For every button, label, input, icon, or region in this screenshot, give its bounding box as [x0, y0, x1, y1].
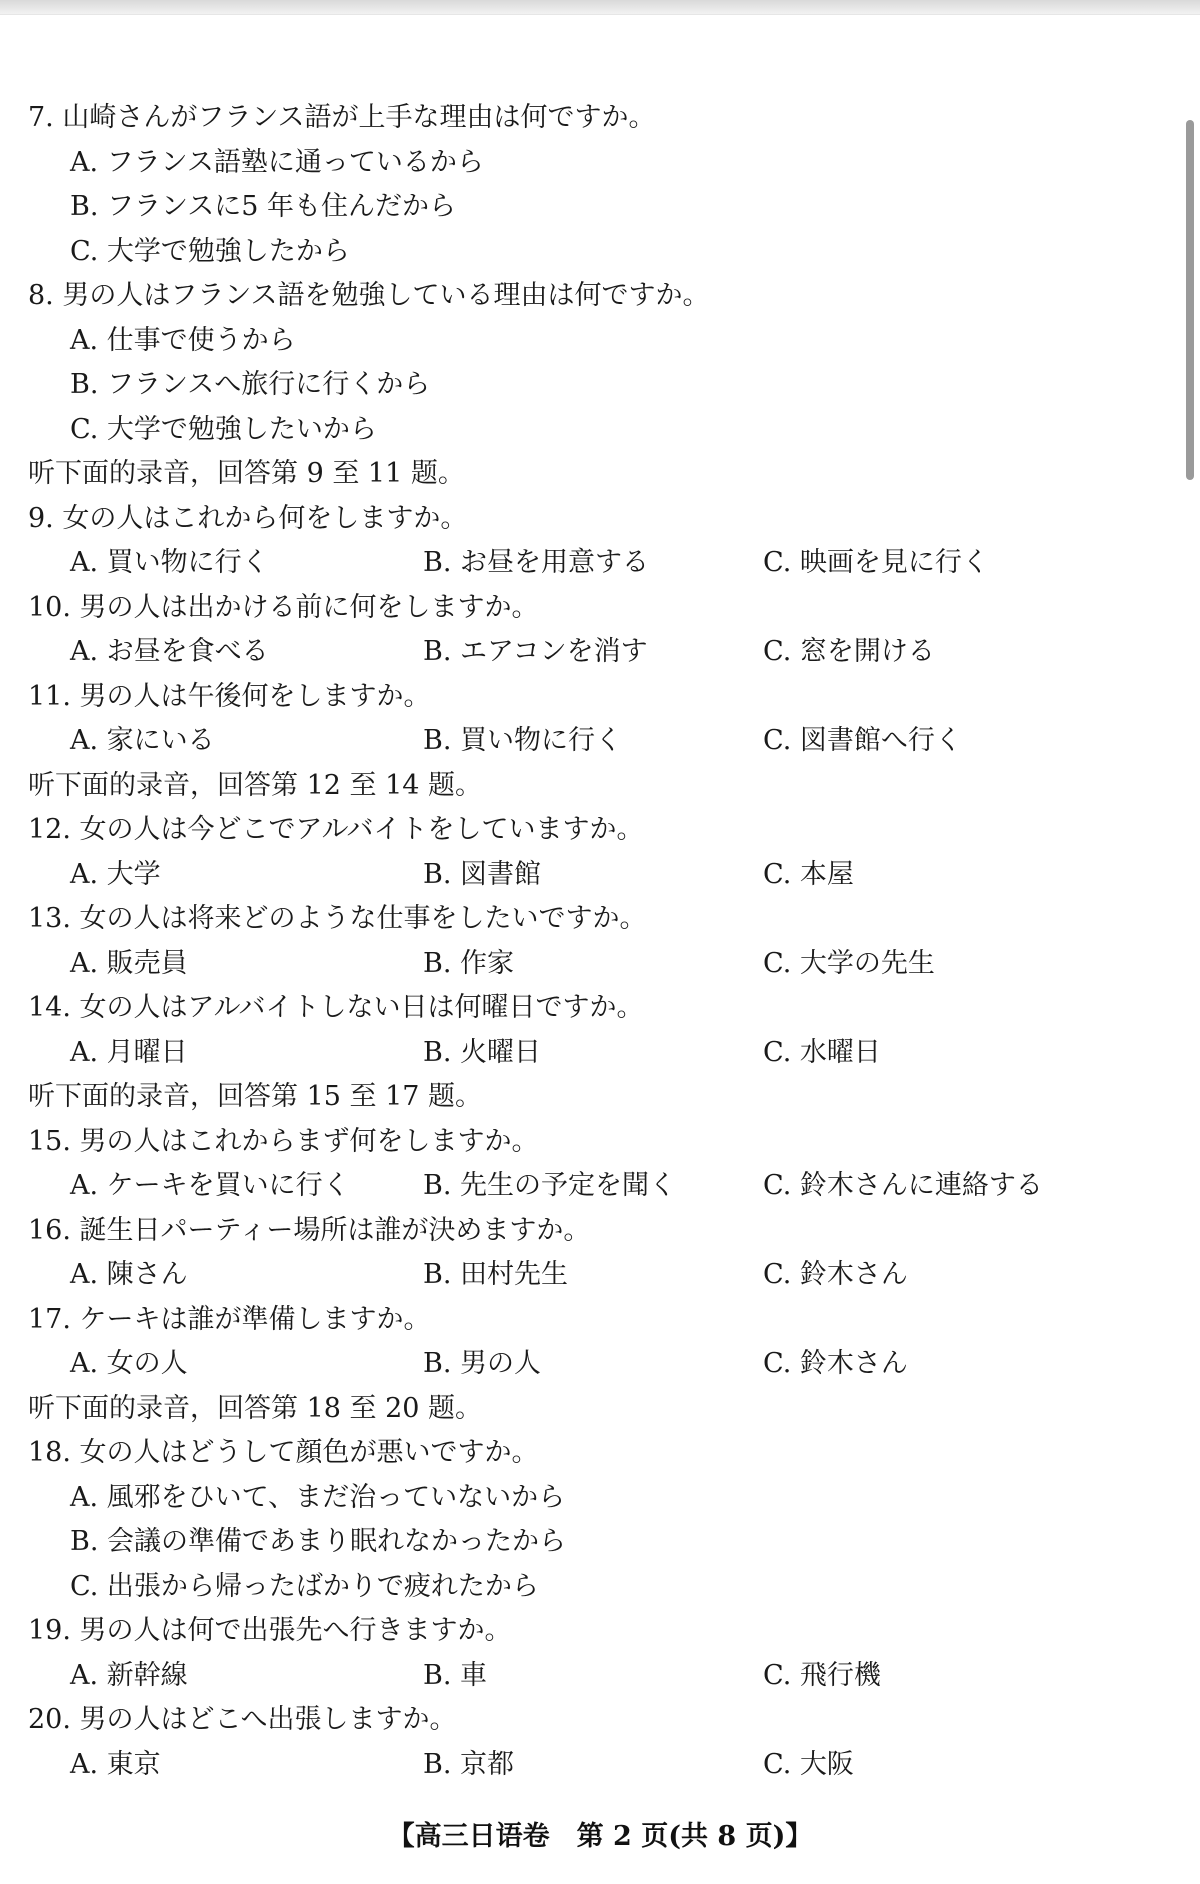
answer-option: C. 大学の先生 [763, 947, 935, 979]
answer-option: A. 仕事で使うから [70, 324, 296, 356]
answer-option: A. 風邪をひいて、まだ治っていないから [70, 1481, 566, 1513]
exam-page-content [28, 96, 1138, 1787]
answer-option: C. 水曜日 [763, 1036, 881, 1068]
question-text: 8. 男の人はフランス語を勉強している理由は何ですか。 [28, 280, 710, 311]
answer-option: B. エアコンを消す [423, 636, 648, 667]
page-footer: 【高三日语卷 第 2 页(共 8 页)】 [387, 1821, 813, 1852]
answer-option: C. 大学で勉強したから [70, 235, 350, 267]
answer-option: C. 出張から帰ったばかりで疲れたから [70, 1570, 539, 1602]
answer-option: C. 本屋 [763, 858, 854, 890]
answer-option: A. 新幹線 [70, 1659, 188, 1691]
answer-option: A. 陳さん [70, 1259, 188, 1290]
section-instruction: 听下面的录音，回答第 15 至 17 题。 [28, 1081, 483, 1112]
question-text: 14. 女の人はアルバイトしない日は何曜日ですか。 [28, 992, 644, 1023]
question-text: 13. 女の人は将来どのような仕事をしたいですか。 [28, 903, 647, 934]
answer-option: A. 月曜日 [70, 1036, 188, 1068]
answer-option: B. フランスへ旅行に行くから [70, 369, 431, 400]
question-text: 7. 山崎さんがフランス語が上手な理由は何ですか。 [28, 102, 656, 133]
answer-option: A. 買い物に行く [70, 547, 269, 578]
answer-option: A. 大学 [70, 858, 161, 890]
answer-option: A. 家にいる [70, 725, 215, 756]
answer-option: B. 買い物に行く [423, 725, 623, 756]
answer-option: B. 会議の準備であまり眠れなかったから [70, 1526, 567, 1557]
answer-option: B. 男の人 [423, 1348, 542, 1379]
answer-option: B. 火曜日 [423, 1036, 542, 1068]
answer-options-row [28, 719, 1138, 764]
answer-option: C. 窓を開ける [763, 636, 935, 667]
answer-option: A. 東京 [70, 1748, 161, 1780]
answer-option: C. 鈴木さん [763, 1259, 908, 1290]
answer-option: A. 販売員 [70, 947, 188, 979]
answer-options-row [28, 1743, 1138, 1788]
answer-options-row [28, 1164, 1138, 1209]
answer-option: B. 京都 [423, 1748, 515, 1780]
vertical-scrollbar[interactable] [1186, 120, 1194, 480]
answer-option: A. ケーキを買いに行く [70, 1170, 350, 1201]
answer-option: C. 鈴木さん [763, 1348, 908, 1379]
question-text: 15. 男の人はこれからまず何をしますか。 [28, 1125, 539, 1157]
answer-options-row [28, 1253, 1138, 1298]
answer-options-row [28, 942, 1138, 987]
question-text: 9. 女の人はこれから何をしますか。 [28, 502, 468, 534]
question-text: 16. 誕生日パーティー場所は誰が決めますか。 [28, 1214, 591, 1246]
answer-option: B. 車 [423, 1659, 488, 1691]
answer-option: C. 映画を見に行く [763, 547, 989, 578]
answer-option: A. お昼を食べる [70, 636, 269, 667]
answer-options-row [28, 1342, 1138, 1387]
answer-option: C. 大学で勉強したいから [70, 413, 377, 445]
question-text: 20. 男の人はどこへ出張しますか。 [28, 1704, 457, 1735]
answer-option: B. 先生の予定を聞く [423, 1170, 677, 1201]
answer-option: B. 図書館 [423, 858, 542, 890]
answer-option: C. 大阪 [763, 1748, 854, 1780]
answer-option: A. 女の人 [70, 1348, 188, 1379]
answer-option: B. フランスに5 年も住んだから [70, 191, 456, 222]
answer-option: C. 飛行機 [763, 1659, 881, 1691]
question-text: 10. 男の人は出かける前に何をしますか。 [28, 591, 539, 623]
answer-options-row [28, 541, 1138, 586]
question-text: 11. 男の人は午後何をしますか。 [28, 680, 431, 712]
question-text: 19. 男の人は何で出張先へ行きますか。 [28, 1615, 512, 1646]
answer-option: B. お昼を用意する [423, 547, 650, 578]
question-text: 17. ケーキは誰が準備しますか。 [28, 1303, 431, 1335]
answer-options-row [28, 1654, 1138, 1699]
answer-option: B. 作家 [423, 947, 515, 979]
answer-option: C. 図書館へ行く [763, 725, 962, 756]
answer-options-row [28, 1031, 1138, 1076]
section-instruction: 听下面的录音，回答第 12 至 14 题。 [28, 769, 483, 801]
answer-options-row [28, 630, 1138, 675]
answer-option: A. フランス語塾に通っているから [70, 146, 484, 178]
section-instruction: 听下面的录音，回答第 9 至 11 题。 [28, 458, 465, 489]
answer-option: B. 田村先生 [423, 1259, 569, 1290]
section-instruction: 听下面的录音，回答第 18 至 20 题。 [28, 1392, 483, 1424]
answer-options-row [28, 853, 1138, 898]
question-text: 12. 女の人は今どこでアルバイトをしていますか。 [28, 814, 644, 845]
answer-option: C. 鈴木さんに連絡する [763, 1170, 1043, 1201]
window-top-edge [0, 0, 1200, 15]
question-text: 18. 女の人はどうして顔色が悪いですか。 [28, 1437, 539, 1468]
